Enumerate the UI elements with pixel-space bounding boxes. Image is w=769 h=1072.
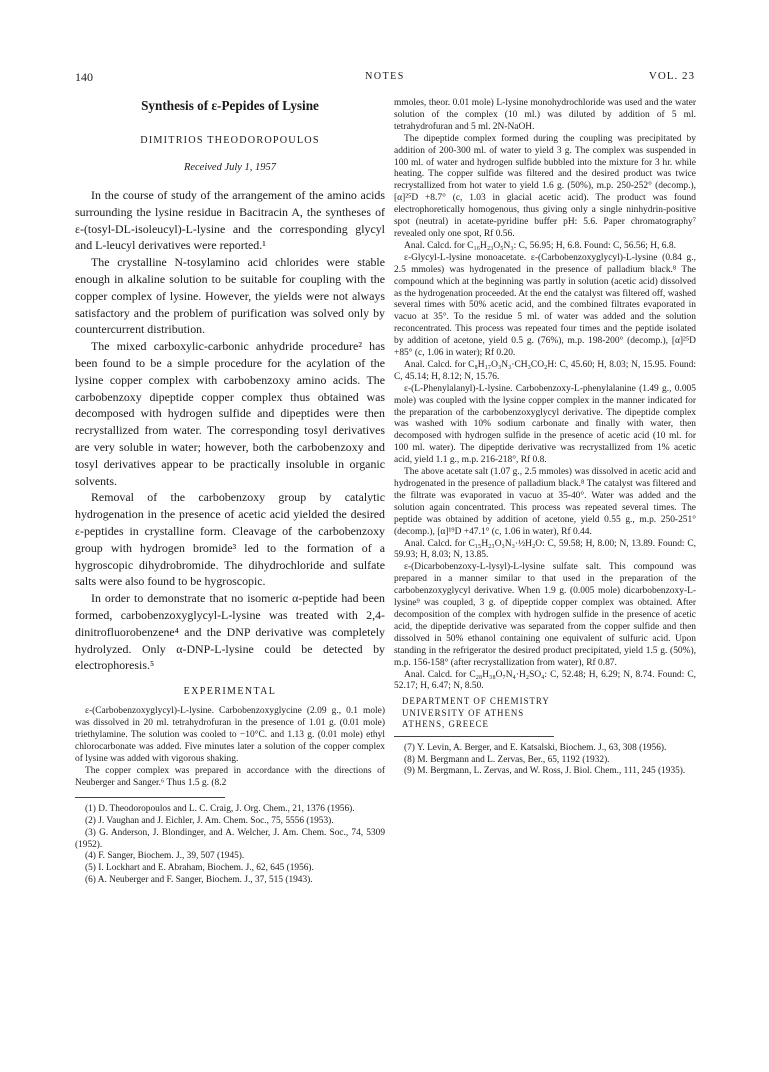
footnote-divider [394, 736, 554, 737]
footnote: (4) F. Sanger, Biochem. J., 39, 507 (1945). [85, 851, 245, 862]
paragraph: Removal of the carbobenzoxy group by catalytic hydrogenation in the presence of acetic acid yielded the desired ε-peptides in crystalline form. Cleavage of the carbobenzoxy group with hydrogen bromide³ led to the formation of a hygroscopic dihydrobromide. The dihydrochloride and sulfate salts were also found to be hygroscopic. [75, 490, 385, 589]
introduction [75, 187, 385, 674]
footnote: (2) J. Vaughan and J. Eichler, J. Am. Chem. Soc., 75, 5556 (1953). [85, 816, 334, 827]
paragraph: Anal. Calcd. for C₈H₁₇O₃N₃·CH₃CO₂H: C, 45.60; H, 8.03; N, 15.95. Found: C, 45.14; H, 8.12; N, 15.76. [394, 359, 696, 382]
footnote-divider [75, 797, 225, 798]
footnote: (1) D. Theodoropoulos and L. C. Craig, J. Org. Chem., 21, 1376 (1956). [85, 804, 355, 815]
footnote: (5) I. Lockhart and E. Abraham, Biochem. J., 62, 645 (1956). [85, 862, 314, 873]
paragraph: The mixed carboxylic-carbonic anhydride procedure² has been found to be a simple procedure for the acylation of the lysine copper complex with carbobenzoxy amino acids. The carbobenzoxy dipeptide copper complex thus obtained was decomposed with hydrogen sulfide and dipeptides were then recrystallized from water. The corresponding tosyl derivatives are very soluble in water; however, both the carbobenzoxy and tosyl derivatives appear to be practically insoluble in organic solvents. [75, 339, 385, 488]
footnotes-left [75, 804, 385, 886]
received-date: Received July 1, 1957 [183, 162, 277, 173]
paragraph: ε-Glycyl-L-lysine monoacetate. ε-(Carbobenzoxyglycyl)-L-lysine (0.84 g., 2.5 mmoles) was hydrogenated in the presence of palladium black.⁸ The compound which at the beginning was partly in solution (acetic acid) dissolved as the hydrogenation proceeded. At the end the catalyst was filtered off, washed several times with 50% acetic acid, and the combined filtrates evaporated in vacuo at 35°. To the residue 5 ml. of water was added and the solution reconcentrated. This process was repeated four times and the peptide isolated by addition of acetone, yield 0.5 g. (76%), m.p. 198-200° (decomp.), [α]²⁵D +85° (c, 1.06 in water); Rf 0.20. [394, 252, 696, 359]
running-header [75, 70, 695, 86]
paragraph: ε-(Dicarbobenzoxy-L-lysyl)-L-lysine sulfate salt. This compound was prepared in a manner similar to that used in the preparation of the carbobenzoxyglycyl derivative. When 1.9 g. (0.005 mole) dicarbobenzoxy-L-lysine⁹ was coupled, 3 g. of dipeptide copper complex was obtained. After decomposition of the complex with hydrogen sulfide in the presence of acetic acid, the dipeptide derivative was separated from the copper sulfide and then dissolved in 50% ethanol containing one equivalent of sulfuric acid. Upon standing in the refrigerator the desired product precipitated, yield 1.5 g. (50%), m.p. 156-158° (after recrystallization from water), Rf 0.87. [394, 562, 696, 668]
paragraph: The copper complex was prepared in accordance with the directions of Neuberger and Sanger.⁶ Thus 1.5 g. (8.2 [75, 765, 385, 788]
paragraph: Anal. Calcd. for C₁₆H₂₃O₅N₃: C, 56.95; H, 6.8. Found: C, 56.56; H, 6.8. [404, 240, 676, 251]
paragraph: ε-(Carbobenzoxyglycyl)-L-lysine. Carbobenzoxyglycine (2.09 g., 0.1 mole) was dissolved in 20 ml. tetrahydrofuran in the presence of 1.01 g. (0.01 mole) triethylamine. The solution was cooled to −10°C. and 1.13 g. (0.01 mole) ethyl chlorocarbonate was added. Five minutes later a solution of the copper complex of lysine was added with vigorous shaking. [75, 706, 385, 764]
page-number: 140 [75, 70, 93, 84]
footnote: (3) G. Anderson, J. Blondinger, and A. Welcher, J. Am. Chem. Soc., 74, 5309 (1952). [75, 827, 385, 850]
footnote: (7) Y. Levin, A. Berger, and E. Katsalski, Biochem. J., 63, 308 (1956). [404, 742, 667, 753]
paragraph: The above acetate salt (1.07 g., 2.5 mmoles) was dissolved in acetic acid and hydrogenated in the presence of palladium black.⁸ The catalyst was filtered and the filtrate was evaporated in vacuo at 35-40°. Water was added and the solution again concentrated. This process was repeated several times. The peptide was obtained by addition of acetone, yield 0.55 g., m.p. 250-251° (decomp.), [α]¹⁹D +47.1° (c, 1.06 in water), Rf 0.44. [394, 467, 696, 537]
footnote: (9) M. Bergmann, L. Zervas, and W. Ross, J. Biol. Chem., 111, 245 (1935). [404, 766, 686, 777]
article-author: DIMITRIOS THEODOROPOULOS [140, 135, 320, 146]
footnote: (6) A. Neuberger and F. Sanger, Biochem. J., 37, 515 (1943). [85, 874, 313, 885]
volume-label: VOL. 23 [648, 70, 695, 82]
experimental-heading: EXPERIMENTAL [183, 686, 277, 698]
experimental-left [75, 706, 385, 789]
address-line: UNIVERSITY OF ATHENS [402, 707, 525, 718]
left-column [75, 98, 385, 886]
right-column [394, 98, 696, 778]
author-address [394, 696, 696, 730]
experimental-right [394, 98, 696, 693]
address-line: ATHENS, GREECE [402, 718, 489, 729]
paragraph: In the course of study of the arrangement of the amino acids surrounding the lysine residue in Bacitracin A, the syntheses of ε-(tosyl-DL-isoleucyl)-L-lysine and the corresponding glycyl and L-leucyl derivatives were reported.¹ [75, 188, 385, 253]
paragraph: ε-(L-Phenylalanyl)-L-lysine. Carbobenzoxy-L-phenylalanine (1.49 g., 0.005 mole) was coupled with the lysine copper complex in the manner indicated for the preparation of the carbobenzoxyglycyl derivative. The dipeptide complex was washed with 10% sodium carbonate and finally with water, then decomposed with hydrogen sulfide in the presence of acetic acid (10 ml. for 100 ml. water). The dipeptide derivative was recrystallized from 1% acetic acid, yield 1.1 g., m.p. 216-218°, Rf 0.8. [394, 383, 696, 466]
paragraph: Anal. Calcd. for C₂₈H₃₈O₇N₄·H₂SO₄: C, 52.48; H, 6.29; N, 8.74. Found: C, 52.17; H, 6.47; N, 8.50. [394, 669, 696, 692]
paragraph: mmoles, theor. 0.01 mole) L-lysine monohydrochloride was used and the water solution of the complex (10 ml.) was diluted by addition of 5 ml. tetrahydrofuran and 5 ml. 2N-NaOH. [394, 98, 696, 132]
address-line: DEPARTMENT OF CHEMISTRY [402, 696, 550, 707]
paragraph: The dipeptide complex formed during the coupling was precipitated by addition of 200-300 ml. of water to yield 3 g. The complex was suspended in 100 ml. of water and hydrogen sulfide bubbled into the mixture for 3 hr. while heating. The copper sulfide was filtered and the desired product was twice recrystallized from hot water to yield 1.6 g. (50%), m.p. 250-252° (decomp.), [α]²⁵D +8.7° (c, 1.03 in glacial acetic acid). The product was found electrophoretically homogenous, thus giving only a single ninhydrin-positive spot (neutral) in acetate-pyridine buffer pH: 5.6. Paper chromatography⁷ revealed only one spot, Rf 0.56. [394, 133, 696, 239]
paragraph: Anal. Calcd. for C₁₅H₂₃O₃N₃·½H₂O: C, 59.58; H, 8.00; N, 13.89. Found: C, 59.93; H, 8.03; N, 13.85. [394, 538, 696, 561]
article-title: Synthesis of ε-Pepides of Lysine [141, 98, 319, 113]
paragraph: The crystalline N-tosylamino acid chlorides were stable enough in alkaline solution to be suitable for coupling with the copper complex of lysine. However, the yields were not always satisfactory and the problem of purification was solved only by countercurrent distribution. [75, 255, 385, 337]
paragraph: In order to demonstrate that no isomeric α-peptide had been formed, carbobenzoxyglycyl-L-lysine was treated with 2,4-dinitrofluorobenzene⁴ and the DNP derivative was completely hydrolyzed. Only α-DNP-L-lysine could be detected by electrophoresis.⁵ [75, 591, 385, 673]
footnotes-right [394, 743, 696, 778]
footnote: (8) M. Bergmann and L. Zervas, Ber., 65, 1192 (1932). [404, 754, 610, 765]
section-name: NOTES [365, 71, 405, 82]
